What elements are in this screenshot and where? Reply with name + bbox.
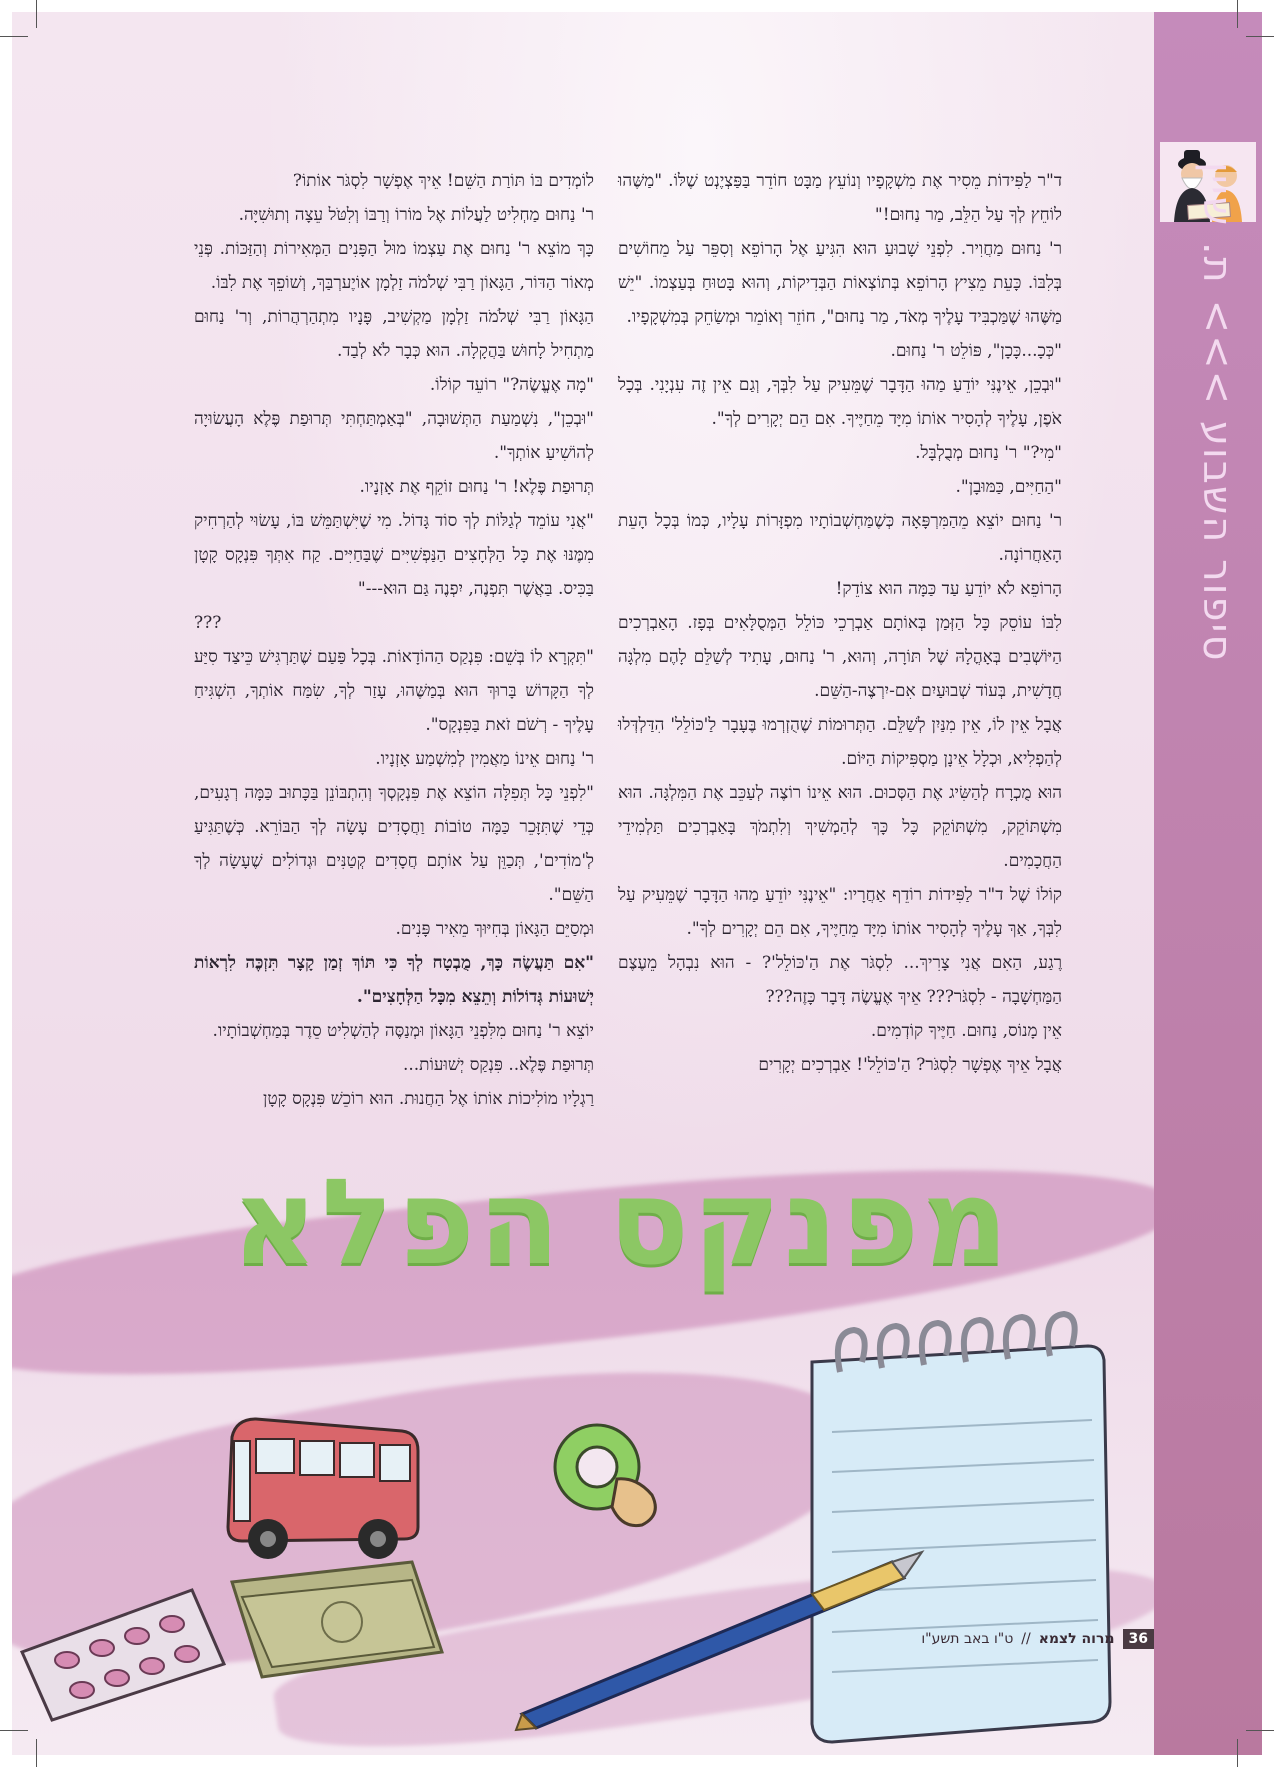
paragraph: "מָה אֶעֱשֶׂה?" רוֹעֵד קוֹלוֹ.	[429, 375, 594, 395]
pill-blister-illustration	[12, 1582, 232, 1722]
highlighted-quote: "אִם תַּעֲשֶׂה כָּךְ, מֻבְטָח לְךָ כִּי תּוֹךְ זְמַן קָצָר תִּזְכֶּה לִרְאוֹת יְשׁוּעוֹת גְּדוֹלוֹת וְתֵצֵא מִכָּל הַלְּחָצִים".	[194, 953, 594, 1007]
crop-mark	[36, 1739, 37, 1767]
paragraph: "אֲנִי עוֹמֵד לְגַלּוֹת לְךָ סוֹד גָּדוֹל. מִי שֶׁיִּשְׁתַּמֵּשׁ בּוֹ, עָשׂוּי לְהַרְחִיק מִמֶּנּוּ אֶת כָּל הַלְּחָצִים הַנַּפְשִׁיִּים שֶׁבַּחַיִּים. קַח אִתְּךָ פִּנְקָס קָטָן בַּכִּיס. בַּאֲשֶׁר תִּפְנֶה, יִפְנֶה גַּם הוּא---"	[194, 511, 594, 599]
article-title	[132, 1147, 1112, 1297]
paragraph: "מִי?" ר' נַחוּם מְבֻלְבָּל.	[915, 443, 1062, 463]
paragraph: רַגְלָיו מוֹלִיכוֹת אוֹתוֹ אֶל הַחֲנוּת. הוּא רוֹכֵשׁ פִּנְקָס קָטָן	[262, 1089, 594, 1109]
crop-mark	[0, 1730, 28, 1731]
paragraph: "לִפְנֵי כָּל תְּפִלָּה הוֹצֵא אֶת פִּנְקָסְךָ וְהִתְבּוֹנֵן בַּכָּתוּב כַּמָּה רְגָעִים, כְּדֵי שֶׁתִּזָּכֵר כַּמָּה טוֹבוֹת וַחֲסָדִים עָשָׂה לְךָ הַבּוֹרֵא. כְּשֶׁתַּגִּיעַ לְ'מוֹדִים', תְּכַוֵּן עַל אוֹתָם חֲסָדִים קְטַנִּים וּגְדוֹלִים שֶׁעָשָׂה לְךָ הַשֵּׁם".	[194, 783, 594, 905]
page-number: 36	[1123, 1629, 1154, 1649]
paragraph: רֶגַע, הַאִם אֲנִי צָרִיךְ... לִסְגֹּר אֶת הַ'כּוֹלֵל'? - הוּא נִבְהָל מֵעֶצֶם הַמַּחְשָׁבָה - לִסְגֹּר??? אֵיךְ אֶעֱשֶׂה דָּבָר כָּזֶה???	[618, 953, 1062, 1007]
paragraph: ר' נַחוּם אֵינוֹ מַאֲמִין לְמִשְׁמַע אָזְנָיו.	[375, 749, 594, 769]
paragraph: תְּרוּפַת פֶּלֶא.. פִּנְקַס יְשׁוּעוֹת...	[402, 1055, 594, 1075]
article-title-text: מפנקס הפלא	[231, 1153, 1013, 1291]
article-column-right	[618, 164, 1062, 1082]
magazine-page	[12, 12, 1262, 1755]
crop-mark	[36, 0, 37, 28]
pacifier-illustration	[542, 1407, 682, 1537]
footer-separator: //	[1021, 1631, 1031, 1647]
paragraph: "וּבְכֵן", נִשְׁמַעַת הַתְּשׁוּבָה, "בְּאַמְתַּחְתִּי תְּרוּפַת פֶּלֶא הָעֲשׂוּיָה לְהוֹשִׁיעַ אוֹתְךָ".	[194, 409, 594, 463]
paragraph: "תִּקְרָא לוֹ בְּשֵׁם: פִּנְקַס הַהוֹדָאוֹת. בְּכָל פַּעַם שֶׁתַּרְגִּישׁ כֵּיצַד סִיַּע לְךָ הַקָּדוֹשׁ בָּרוּךְ הוּא בְּמַשֶּׁהוּ, עָזַר לְךָ, שִׂמַּח אוֹתְךָ, הִשְׁגִּיחַ עָלֶיךָ - רְשֹׁם זֹאת בַּפִּנְקָס".	[194, 647, 594, 735]
paragraph: ר' נַחוּם יוֹצֵא מֵהַמִּרְפָּאָה כְּשֶׁמַּחְשְׁבוֹתָיו מִפְזָּרוֹת עָלָיו, כְּמוֹ בְּכָל הָעֵת הָאַחֲרוֹנָה.	[618, 511, 1062, 565]
paragraph: "כְּכָ...כָּכָן", פּוֹלֵט ר' נַחוּם.	[890, 341, 1062, 361]
paragraph: ???	[194, 613, 222, 633]
paragraph: יוֹצֵא ר' נַחוּם מִלִּפְנֵי הַגָּאוֹן וּמְנַסֶּה לְהַשְׁלִיט סֵדֶר בְּמַחְשְׁבוֹתָיו.	[212, 1021, 594, 1041]
series-sidebar	[1154, 12, 1262, 1755]
paragraph: "וּבְכֵן, אֵינֶנִּי יוֹדֵעַ מַהוּ הַדָּבָר שֶׁמֵּעִיק עַל לִבְּךָ, וְגַם אֵין זֶה עִנְיָנִי. בְּכָל אֹפֶן, עָלֶיךָ לְהָסִיר אוֹתוֹ מִיָּד מֵחַיֶּיךָ. אִם הֵם יְקָרִים לְךָ".	[618, 375, 1062, 429]
publication-name: מרוה לצמא	[1038, 1631, 1115, 1647]
paragraph: "הַחַיִּים, כַּמּוּבָן".	[955, 477, 1062, 497]
paragraph: לוֹמְדִים בּוֹ תּוֹרַת הַשֵּׁם! אֵיךְ אֶפְשָׁר לִסְגֹּר אוֹתוֹ?	[292, 171, 594, 191]
crop-mark	[1237, 1739, 1238, 1767]
crop-mark	[0, 36, 28, 37]
paragraph: הָרוֹפֵא לֹא יוֹדֵעַ עַד כַּמָּה הוּא צוֹדֵק!	[835, 579, 1062, 599]
money-bills-illustration	[212, 1542, 452, 1692]
paragraph: אֵין מָנוֹס, נַחוּם. חַיֶּיךָ קוֹדְמִים.	[870, 1021, 1062, 1041]
article-column-left	[194, 164, 594, 1116]
paragraph: אֲבָל אֵיךְ אֶפְשָׁר לִסְגֹּר? הַ'כּוֹלֵל'! אַבְרְכִים יְקָרִים	[758, 1055, 1062, 1075]
paragraph: אֲבָל אֵין לוֹ, אֵין מִנַּיִן לְשַׁלֵּם. הַתְּרוּמוֹת שֶׁהֻזְרְמוּ בֶּעָבָר לַ'כּוֹלֵל' הִדַּלְדְּלוּ לְהַפְלִיא, וּכְלָל אֵינָן מַסְפִּיקוֹת הַיּוֹם.	[618, 715, 1062, 769]
paragraph: הַגָּאוֹן רַבִּי שְׁלֹמֹה זַלְמָן מַקְשִׁיב, פָּנָיו מִתְהַרְהֲרוֹת, וְר' נַחוּם מַתְחִיל לָחוּשׁ בַּהֲקָלָה. הוּא כְּבָר לֹא לְבַד.	[194, 307, 594, 361]
crop-mark	[1246, 1730, 1274, 1731]
page-footer	[921, 1624, 1154, 1654]
issue-date: ט"ו באב תשע"ו	[921, 1631, 1014, 1647]
series-title: סיפור השבוע >>> ת. שיין	[1194, 162, 1240, 663]
crop-mark	[1237, 0, 1238, 28]
paragraph: ד"ר לַפִּידוֹת מֵסִיר אֶת מִשְׁקָפָיו וְנוֹעֵץ מַבָּט חוֹדֵר בַּפַּצְיֶנְט שֶׁלּוֹ. "מַשֶּׁהוּ לוֹחֵץ לְךָ עַל הַלֵּב, מַר נַחוּם!"	[618, 171, 1062, 225]
paragraph: ר' נַחוּם מַחְלִיט לַעֲלוֹת אֶל מוֹרוֹ וְרַבּוֹ וְלִטֹּל עֵצָה וְתוּשִׁיָּה.	[238, 205, 594, 225]
crop-mark	[1246, 36, 1274, 37]
paragraph: תְּרוּפַת פֶּלֶא! ר' נַחוּם זוֹקֵף אֶת אָזְנָיו.	[359, 477, 594, 497]
paragraph: הוּא מֻכְרָח לְהַשִּׂיג אֶת הַסְּכוּם. הוּא אֵינוֹ רוֹצֶה לְעַכֵּב אֶת הַמִּלְגָּה. הוּא מִשְׁתּוֹקֵק, מִשְׁתּוֹקֵק כָּל כָּךְ לְהַמְשִׁיךְ וְלִתְמֹךְ בָּאַבְרְכִים תַּלְמִידֵי הַחֲכָמִים.	[618, 783, 1062, 871]
paragraph: קוֹלוֹ שֶׁל ד"ר לַפִּידוֹת רוֹדֵף אַחֲרָיו: "אֵינֶנִּי יוֹדֵעַ מַהוּ הַדָּבָר שֶׁמֵּעִיק עַל לִבְּךָ, אַךְ עָלֶיךָ לְהָסִיר אוֹתוֹ מִיָּד מֵחַיֶּיךָ, אִם הֵם יְקָרִים לְךָ".	[618, 885, 1062, 939]
paragraph: לִבּוֹ עוֹסֵק כָּל הַזְּמַן בְּאוֹתָם אַבְרְכֵי כּוֹלֵל הַמְּסֻלָּאִים בְּפָז. הָאַבְרְכִים הַיּוֹשְׁבִים בְּאָהֳלָהּ שֶׁל תּוֹרָה, וְהוּא, ר' נַחוּם, עָתִיד לְשַׁלֵּם לָהֶם מִלְגָּה חֲדָשִׁית, בְּעוֹד שְׁבוּעַיִם אִם-יִרְצֶה-הַשֵּׁם.	[618, 613, 1062, 701]
paragraph: וּמְסַיֵּם הַגָּאוֹן בְּחִיּוּךְ מֵאִיר פָּנִים.	[395, 919, 594, 939]
pen-illustration	[512, 1532, 932, 1732]
paragraph: ר' נַחוּם מַחֲוִיר. לִפְנֵי שָׁבוּעַ הוּא הִגִּיעַ אֶל הָרוֹפֵא וְסִפֵּר עַל מֵחוֹשִׁים בְּלִבּוֹ. כָּעֵת מֵצִיץ הָרוֹפֵא בְּתוֹצְאוֹת הַבְּדִיקוֹת, וְהוּא בָּטוּחַ בְּעַצְמוֹ. "יֵשׁ מַשֶּׁהוּ שֶׁמַּכְבִּיד עָלֶיךָ מְאֹד, מַר נַחוּם", חוֹזֵר וְאוֹמֵר וּמְשַׂחֵק בְּמִשְׁקָפָיו.	[618, 239, 1062, 327]
paragraph: כָּךְ מוֹצֵא ר' נַחוּם אֶת עַצְמוֹ מוּל הַפָּנִים הַמְּאִירוֹת וְהַזַּכּוֹת. פְּנֵי מְאוֹר הַדּוֹר, הַגָּאוֹן רַבִּי שְׁלֹמֹה זַלְמָן אוֹיֶערְבַּךְ, וְשׁוֹפֵךְ אֶת לִבּוֹ.	[194, 239, 594, 293]
